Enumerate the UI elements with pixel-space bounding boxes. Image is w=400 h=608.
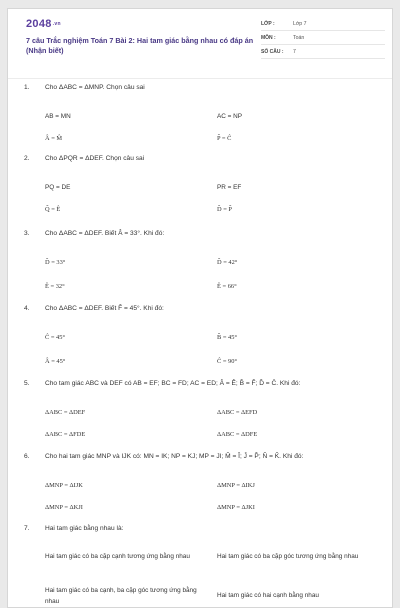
question-text: Cho tam giác ABC và DEF có AB = EF; BC = FD; AC = ED; Â = Ê; B̂ = F̂; D̂ = Ĉ. Khi đó: <box>45 380 301 387</box>
question-text: Cho ΔPQR = ΔDEF. Chọn câu sai <box>45 155 145 162</box>
option-a[interactable]: ΔABC = ΔDEF <box>45 409 86 416</box>
meta-row-count <box>261 46 385 59</box>
question-number: 3. <box>24 230 30 237</box>
site-logo[interactable] <box>26 18 61 30</box>
option-c[interactable]: Hai tam giác có ba cạnh, ba cặp góc tương ứng bằng nhau <box>45 587 197 605</box>
option-b[interactable]: D̂ = 42° <box>217 259 238 266</box>
meta-value-subject: Toán <box>293 35 305 41</box>
document-header <box>8 9 392 79</box>
question-2 <box>24 155 386 213</box>
question-text: Hai tam giác bằng nhau là: <box>45 525 124 532</box>
option-a[interactable]: Hai tam giác có ba cặp cạnh tương ứng bằng nhau <box>45 553 190 560</box>
question-6 <box>24 453 386 511</box>
option-d[interactable]: Ê = 66° <box>217 283 237 290</box>
option-b[interactable]: B̂ = 45° <box>217 334 238 341</box>
option-a[interactable]: ΔMNP = ΔIJK <box>45 482 83 489</box>
question-number: 5. <box>24 380 30 387</box>
question-stem <box>24 230 386 237</box>
option-c[interactable]: Ê = 32° <box>45 283 65 290</box>
option-a[interactable]: Ĉ = 45° <box>45 334 66 341</box>
meta-value-grade: Lớp 7 <box>293 21 307 27</box>
option-d[interactable]: Hai tam giác có hai cạnh bằng nhau <box>217 592 319 599</box>
option-c[interactable]: Â = M̂ <box>45 135 63 142</box>
option-b[interactable]: Hai tam giác có ba cặp góc tương ứng bằng nhau <box>217 553 359 560</box>
question-5 <box>24 380 386 438</box>
option-a[interactable]: AB = MN <box>45 113 71 120</box>
question-text: Cho ΔABC = ΔDEF. Biết Â = 33°. Khi đó: <box>45 230 165 237</box>
question-7 <box>24 525 386 605</box>
meta-row-grade <box>261 18 385 31</box>
question-3 <box>24 230 386 290</box>
option-b[interactable]: AC = NP <box>217 113 243 120</box>
option-c[interactable]: ΔMNP = ΔKJI <box>45 504 83 511</box>
option-c[interactable]: Q̂ = Ê <box>45 206 61 213</box>
question-4 <box>24 305 386 365</box>
question-stem <box>24 525 386 532</box>
question-text: Cho ΔABC = ΔDEF. Biết F̂ = 45°. Khi đó: <box>45 305 164 312</box>
option-b[interactable]: PR = EF <box>217 184 242 191</box>
option-c[interactable]: ΔABC = ΔFDE <box>45 431 86 438</box>
logo-suffix: .vn <box>52 21 61 28</box>
option-a[interactable]: PQ = DE <box>45 184 71 191</box>
option-d[interactable]: ΔABC = ΔDFE <box>217 431 258 438</box>
question-number: 7. <box>24 525 30 532</box>
question-stem <box>24 453 386 460</box>
question-number: 1. <box>24 84 30 91</box>
option-d[interactable]: D̂ = P̂ <box>217 206 232 213</box>
option-b[interactable]: ΔMNP = ΔIKJ <box>217 482 255 489</box>
meta-value-count: 7 <box>293 49 296 55</box>
document-meta <box>261 18 385 60</box>
document-title: 7 câu Trắc nghiệm Toán 7 Bài 2: Hai tam giác bằng nhau có đáp án (Nhận biết) <box>26 36 254 55</box>
option-a[interactable]: D̂ = 33° <box>45 259 66 266</box>
question-number: 4. <box>24 305 30 312</box>
meta-key-subject: MÔN : <box>261 35 276 41</box>
meta-key-count: SỐ CÂU : <box>261 49 284 55</box>
question-stem <box>24 84 386 91</box>
question-text: Cho hai tam giác MNP và IJK có: MN = IK; NP = KJ; MP = JI; M̂ = Î; Ĵ = P̂; N̂ = K̂. Khi đó: <box>45 453 304 460</box>
question-number: 2. <box>24 155 30 162</box>
option-c[interactable]: Â = 45° <box>45 358 66 365</box>
question-stem <box>24 155 386 162</box>
option-b[interactable]: ΔABC = ΔEFD <box>217 409 258 416</box>
meta-row-subject <box>261 32 385 45</box>
option-d[interactable]: P̂ = Ĉ <box>217 135 232 142</box>
option-d[interactable]: ΔMNP = ΔJKI <box>217 504 255 511</box>
question-stem <box>24 305 386 312</box>
meta-key-grade: LỚP : <box>261 21 275 27</box>
question-stem <box>24 380 386 387</box>
logo-text: 2048 <box>26 18 52 30</box>
question-text: Cho ΔABC = ΔMNP. Chọn câu sai <box>45 84 145 91</box>
option-d[interactable]: Ĉ = 90° <box>217 358 238 365</box>
question-1 <box>24 84 386 142</box>
document-page <box>7 8 393 608</box>
question-number: 6. <box>24 453 30 460</box>
